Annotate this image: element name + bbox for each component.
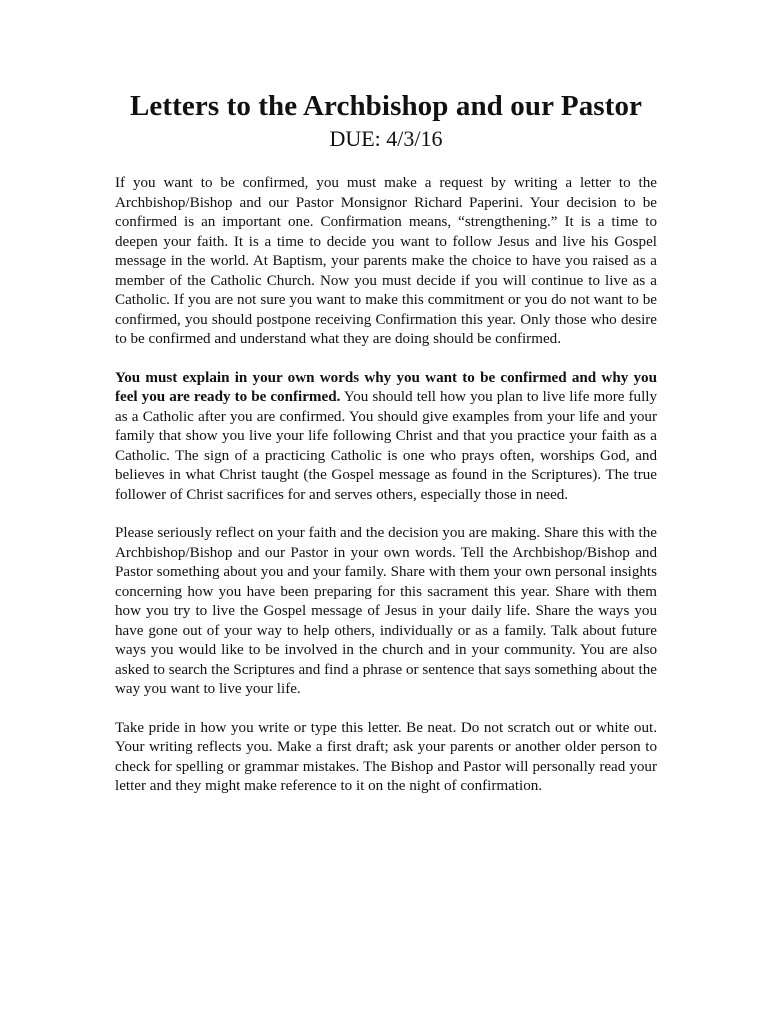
document-title: Letters to the Archbishop and our Pastor xyxy=(129,90,643,122)
paragraph-explain-bold: You must explain in your own words why you want to be confirmed and why you feel you are ready to be confirmed. xyxy=(115,369,657,405)
due-date: DUE: 4/3/16 xyxy=(329,126,443,151)
paragraph-explain xyxy=(115,369,657,506)
paragraph-explain-rest: You should tell how you plan to live life more fully as a Catholic after you are confirmed. You should give examples from your life and your family that show you live your life following Christ and that you practice your faith as a Catholic. The sign of a practicing Catholic is one who prays often, worships God, and believes in what Christ taught (the Gospel message as found in the Scriptures). The true follower of Christ sacrifices for and serves others, especially those in need. xyxy=(115,389,658,503)
paragraph-pride: Take pride in how you write or type this letter. Be neat. Do not scratch out or white out. Your writing reflects you. Make a first draft; ask your parents or another older person to check for spelling or grammar mistakes. The Bishop and Pastor will personally read your letter and they might make reference to it on the night of confirmation. xyxy=(115,719,657,794)
paragraph-reflect: Please seriously reflect on your faith and the decision you are making. Share this with the Archbishop/Bishop and our Pastor in your own words. Tell the Archbishop/Bishop and Pastor something about you and your family. Share with them your own personal insights concerning how you have been preparing for this sacrament this year. Share with them how you try to live the Gospel message of Jesus in your daily life. Share the ways you have gone out of your way to help others, individually or as a family. Talk about future ways you would like to be involved in the church and in your community. You are also asked to search the Scriptures and find a phrase or sentence that says something about the way you want to live your life. xyxy=(115,525,657,697)
document-page xyxy=(115,88,657,797)
paragraph-intro: If you want to be confirmed, you must make a request by writing a letter to the Archbishop/Bishop and our Pastor Monsignor Richard Paperini. Your decision to be confirmed is an important one. Confirmation means, “strengthening.” It is a time to deepen your faith. It is a time to decide you want to follow Jesus and live his Gospel message in the world. At Baptism, your parents make the choice to have you raised as a member of the Catholic Church. Now you must decide if you will continue to live as a Catholic. If you are not sure you want to make this commitment or you do not want to be confirmed, you should postpone receiving Confirmation this year. Only those who desire to be confirmed and understand what they are doing should be confirmed. xyxy=(115,175,657,347)
